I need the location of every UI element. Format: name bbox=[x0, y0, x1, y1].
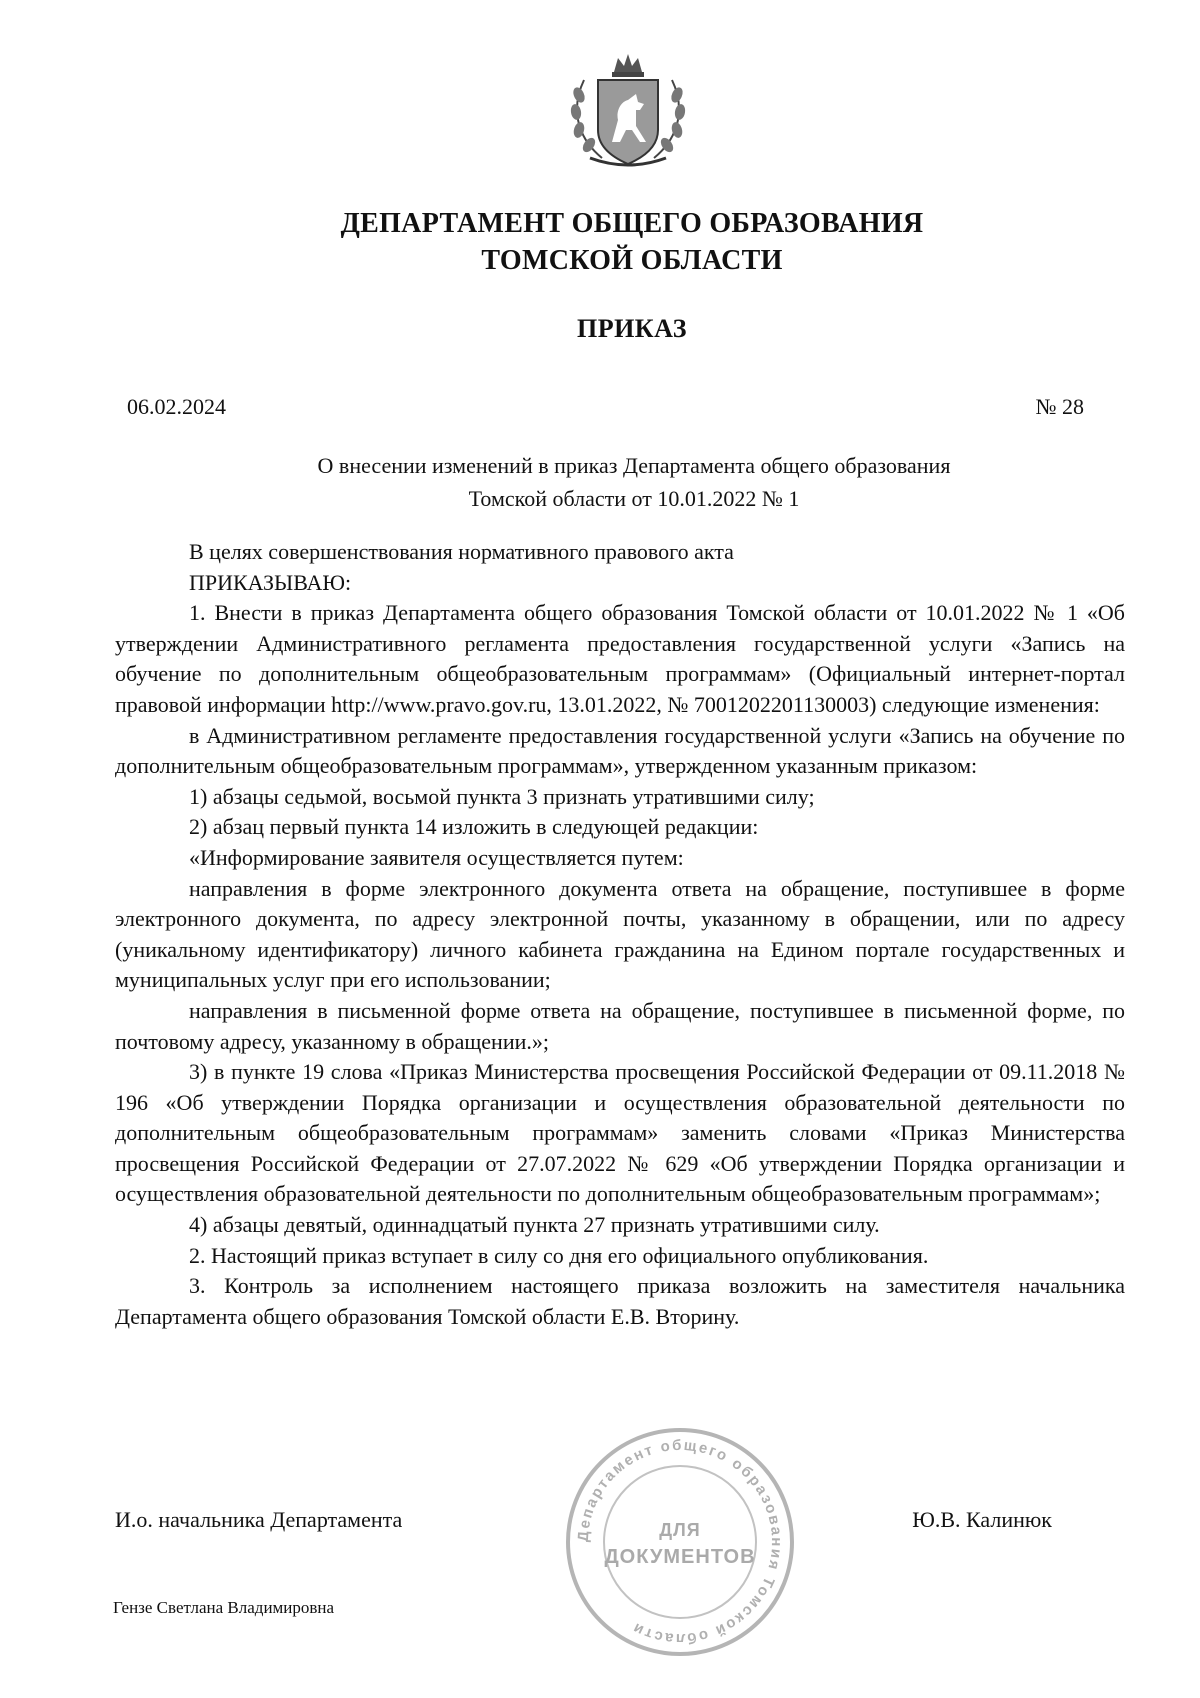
stamp-ring-text: Департамент общего образования Томской области bbox=[574, 1436, 786, 1648]
organization-name-line1: ДЕПАРТАМЕНТ ОБЩЕГО ОБРАЗОВАНИЯ bbox=[340, 208, 924, 239]
body-paragraph: направления в форме электронного документа ответа на обращение, поступившее в форме электронного документа, по адресу электронной почты, указанному в обращении, или по адресу (уникальному идентификатору) личного кабинета гражданина на Едином портале государственных и муниципальных услуг при его использовании; bbox=[115, 875, 1125, 993]
body-paragraph: ПРИКАЗЫВАЮ: bbox=[189, 569, 352, 595]
official-stamp-icon bbox=[560, 1422, 800, 1662]
organization-name-line2: ТОМСКОЙ ОБЛАСТИ bbox=[481, 245, 783, 276]
body-paragraph: 2) абзац первый пункта 14 изложить в следующей редакции: bbox=[189, 814, 759, 840]
body-paragraph: «Информирование заявителя осуществляется путем: bbox=[189, 844, 684, 870]
body-paragraph: 3) в пункте 19 слова «Приказ Министерства просвещения Российской Федерации от 09.11.2018 № 196 «Об утверждении Порядка организации и осуществления образовательной деятельности по дополнительным общеобразовательным программам» заменить словами «Приказ Министерства просвещения Российской Федерации от 27.07.2022 № 629 «Об утверждении Порядка организации и осуществления образовательной деятельности по дополнительным общеобразовательным программам»; bbox=[115, 1059, 1125, 1207]
document-type-title: ПРИКАЗ bbox=[576, 314, 688, 343]
document-body bbox=[115, 537, 1125, 1332]
document-number: № 28 bbox=[1035, 394, 1084, 419]
stamp-center-line1: ДЛЯ bbox=[659, 1520, 701, 1540]
body-paragraph: 1. Внести в приказ Департамента общего образования Томской области от 10.01.2022 № 1 «Об утверждении Административного регламента предоставления государственной услуги «Запись на обучение по дополнительным общеобразовательным программам» (Официальный интернет-портал правовой информации http://www.pravo.gov.ru, 13.01.2022, № 7001202201130003) следующие изменения: bbox=[115, 600, 1125, 717]
signatory-position: И.о. начальника Департамента bbox=[115, 1507, 403, 1532]
body-paragraph: 2. Настоящий приказ вступает в силу со дня его официального опубликования. bbox=[189, 1242, 929, 1268]
body-paragraph: в Административном регламенте предоставления государственной услуги «Запись на обучение по дополнительным общеобразовательным программам», утвержденном указанным приказом: bbox=[115, 722, 1125, 779]
body-paragraph: направления в письменной форме ответа на обращение, поступившее в письменной форме, по почтовому адресу, указанному в обращении.»; bbox=[115, 997, 1125, 1054]
stamp-center-line2: ДОКУМЕНТОВ bbox=[604, 1546, 756, 1568]
document-subject bbox=[200, 449, 1068, 515]
subject-line: О внесении изменений в приказ Департамента общего образования bbox=[317, 453, 951, 478]
subject-line: Томской области от 10.01.2022 № 1 bbox=[468, 486, 800, 511]
executor-name: Гензе Светлана Владимировна bbox=[113, 1598, 335, 1617]
body-paragraph: 1) абзацы седьмой, восьмой пункта 3 признать утратившими силу; bbox=[189, 783, 815, 809]
body-paragraph: 3. Контроль за исполнением настоящего приказа возложить на заместителя начальника Департамента общего образования Томской области Е.В. Вторину. bbox=[115, 1273, 1125, 1329]
coat-of-arms-icon bbox=[562, 50, 694, 172]
document-date: 06.02.2024 bbox=[127, 394, 226, 419]
signatory-name: Ю.В. Калинюк bbox=[912, 1507, 1052, 1532]
svg-text:Департамент общего образования bbox=[575, 1437, 785, 1647]
body-paragraph: В целях совершенствования нормативного правового акта bbox=[189, 539, 734, 564]
body-paragraph: 4) абзацы девятый, одиннадцатый пункта 27 признать утратившими силу. bbox=[189, 1212, 880, 1238]
